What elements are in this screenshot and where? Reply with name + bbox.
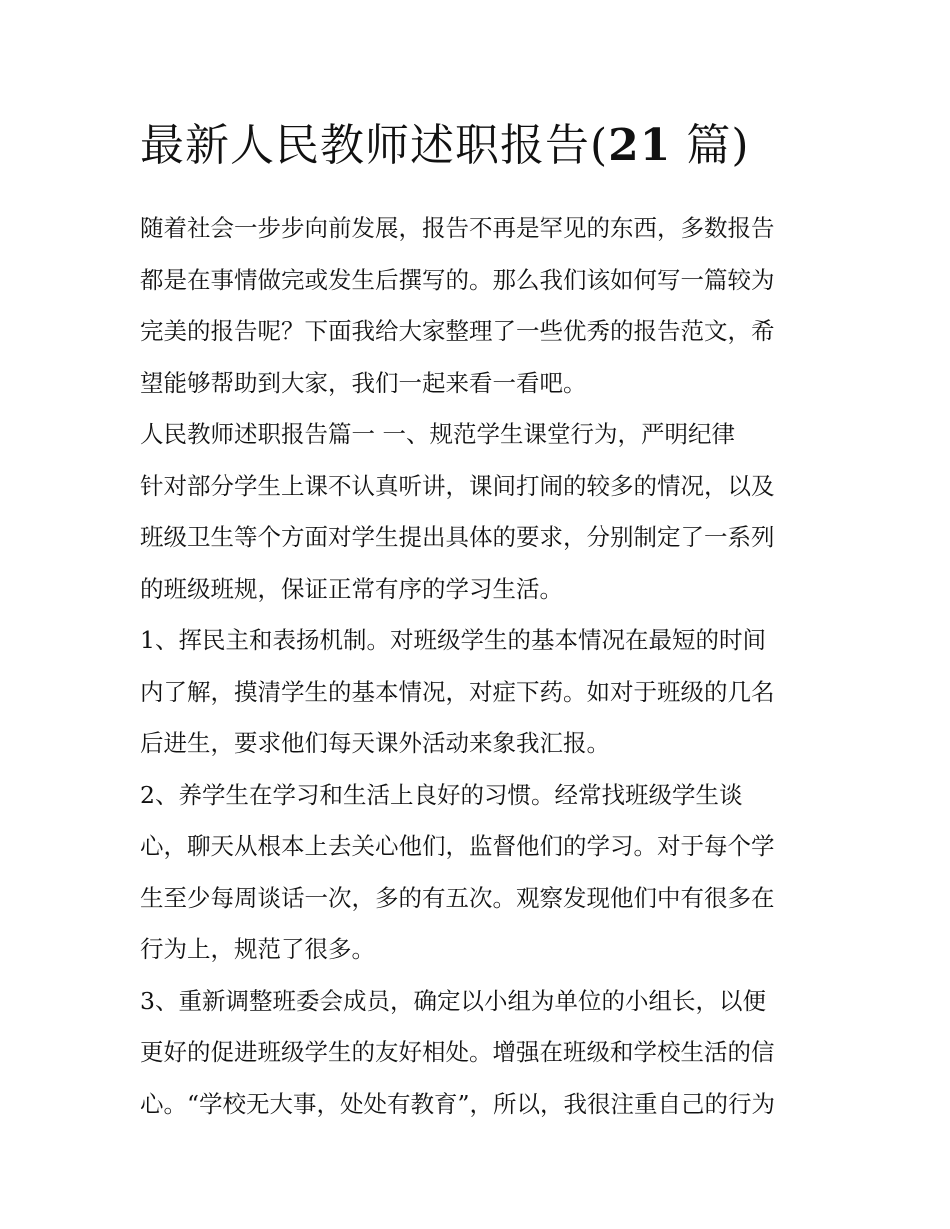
text-line: 3、重新调整班委会成员，确定以小组为单位的小组长，以便 [140, 986, 766, 1015]
text-line: 人民教师述职报告篇一 一、规范学生课堂行为，严明纪律 [140, 420, 735, 448]
text-line: 1、挥民主和表扬机制。对班级学生的基本情况在最短的时间 [140, 626, 766, 654]
title-prefix: 最新人民教师述职报告( [140, 120, 609, 171]
text-line: 内了解，摸清学生的基本情况，对症下药。如对于班级的几名 [140, 677, 775, 706]
text-line: 行为上，规范了很多。 [140, 935, 375, 963]
document-body [140, 203, 820, 1130]
title-number: 21 [608, 120, 672, 171]
text-line: 随着社会一步步向前发展，报告不再是罕见的东西，多数报告 [140, 214, 775, 242]
text-line: 班级卫生等个方面对学生提出具体的要求，分别制定了一系列 [140, 523, 775, 551]
text-line: 心。“学校无大事，处处有教育”，所以，我很注重自己的行为 [140, 1089, 776, 1118]
text-line: 心，聊天从根本上去关心他们，监督他们的学习。对于每个学 [140, 832, 775, 860]
text-line: 望能够帮助到大家，我们一起来看一看吧。 [140, 368, 587, 397]
text-line: 生至少每周谈话一次，多的有五次。观察发现他们中有很多在 [140, 883, 775, 912]
text-line: 2、养学生在学习和生活上良好的习惯。经常找班级学生谈 [140, 780, 743, 809]
text-line: 的班级班规，保证正常有序的学习生活。 [140, 574, 563, 603]
text-line: 都是在事情做完或发生后撰写的。那么我们该如何写一篇较为 [140, 265, 775, 294]
text-line: 更好的促进班级学生的友好相处。增强在班级和学校生活的信 [140, 1038, 775, 1066]
text-line: 完美的报告呢？下面我给大家整理了一些优秀的报告范文，希 [140, 317, 775, 345]
document-title [140, 118, 840, 174]
text-line: 后进生，要求他们每天课外活动来象我汇报。 [140, 729, 610, 757]
title-suffix: 篇) [671, 120, 750, 171]
text-line: 针对部分学生上课不认真听讲，课间打闹的较多的情况，以及 [140, 471, 775, 500]
